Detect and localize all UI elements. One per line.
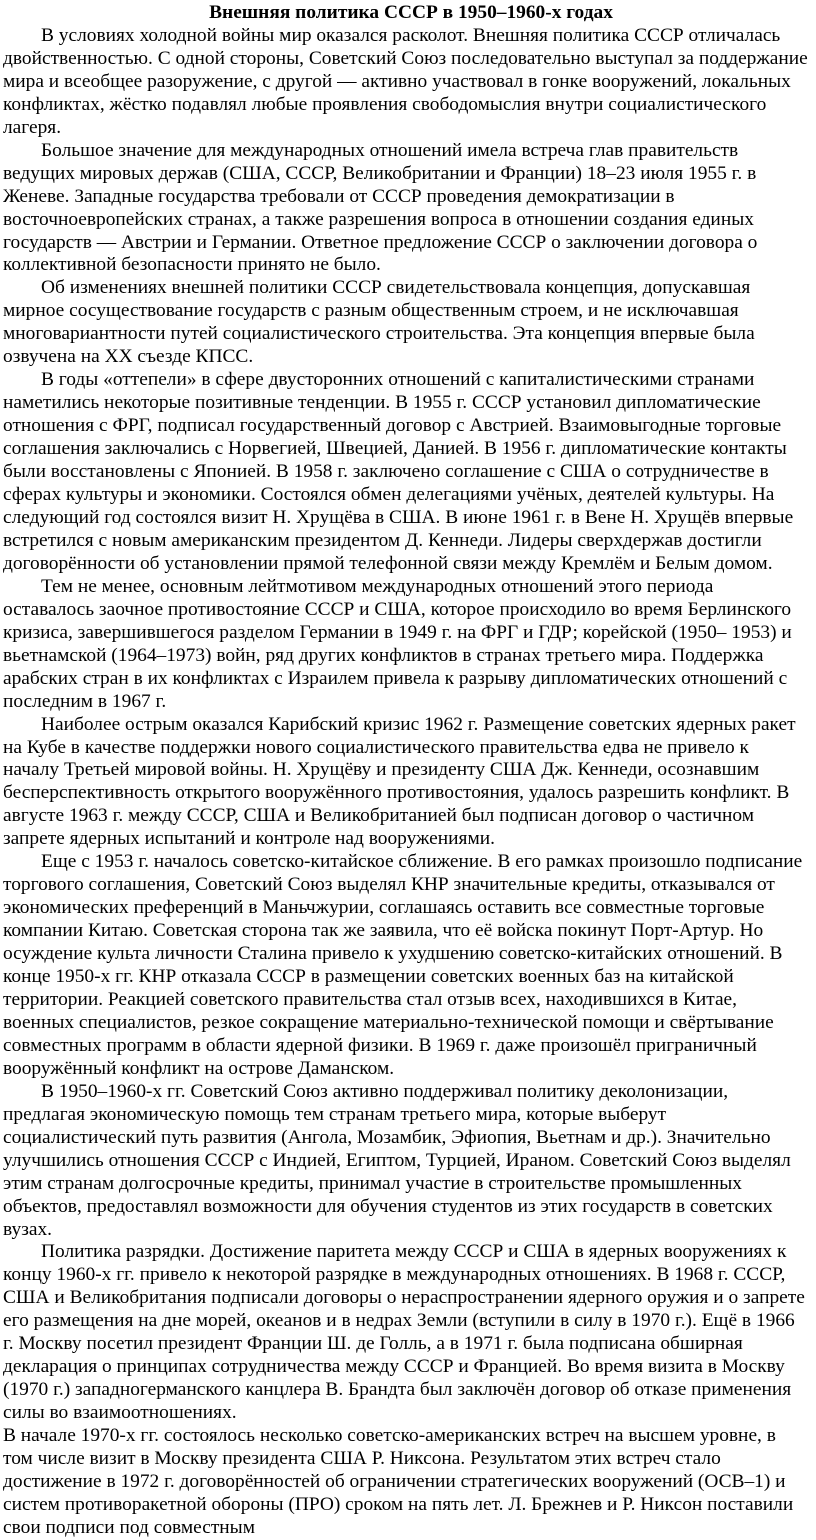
paragraph-summit-meetings: В начале 1970-х гг. состоялось несколько советско-американских встреч на высшем уровне, в том числе визит в Москву президента США Р. Никсона. Результатом этих встреч стало достижение в 1972 г. договорённостей об ограничении стратегических вооружений (ОСВ–1) и систем противоракетной обороны (ПРО) сроком на пять лет. Л. Брежнев и Р. Никсон поставили свои подписи под совместным bbox=[3, 1425, 794, 1538]
paragraph-caribbean-crisis: Наиболее острым оказался Карибский кризис 1962 г. Размещение советских ядерных ракет на Кубе в качестве поддержки нового социалистического правительства едва не привело к началу Третьей мировой войны. Н. Хрущёву и президенту США Дж. Кеннеди, осознавшим бесперспективность открытого вооружённого противостояния, удалось разрешить конфликт. В августе 1963 г. между СССР, США и Великобританией был подписан договор о частичном запрете ядерных испытаний и контроле над вооружениями. bbox=[3, 713, 796, 850]
paragraph-decolonization: В 1950–1960-х гг. Советский Союз активно поддерживал политику деколонизации, предлагая экономическую помощь тем странам третьего мира, которые выберут социалистический путь развития (Ангола, Мозамбик, Эфиопия, Вьетнам и др.). Значительно улучшились отношения СССР с Индией, Египтом, Турцией, Ираном. Советский Союз выделял этим странам долгосрочные кредиты, принимал участие в строительстве промышленных объектов, предоставлял возможности для обучения студентов из этих государств в советских вузах. bbox=[3, 1080, 791, 1240]
paragraph-detente-policy: Политика разрядки. Достижение паритета между СССР и США в ядерных вооружениях к концу 1960-х гг. привело к некоторой разрядке в международных отношениях. В 1968 г. СССР, США и Великобритания подписали договоры о нераспространении ядерного оружия и о запрете его размещения на дне морей, океанов и в недрах Земли (вступили в силу в 1970 г.). Ещё в 1966 г. Москву посетил президент Франции Ш. де Голль, а в 1971 г. была подписана обширная декларация о принципах сотрудничества между СССР и Францией. Во время визита в Москву (1970 г.) западногерманского канцлера В. Брандта был заключён договор об отказе применения силы во взаимоотношениях. bbox=[3, 1241, 805, 1424]
paragraph-thaw-relations: В годы «оттепели» в сфере двусторонних отношений с капиталистическими странами наметились некоторые позитивные тенденции. В 1955 г. СССР установил дипломатические отношения с ФРГ, подписал государственный договор с Австрией. Взаимовыгодные торговые соглашения заключались с Норвегией, Швецией, Данией. В 1956 г. дипломатические контакты были восстановлены с Японией. В 1958 г. заключено соглашение с США о сотрудничестве в сферах культуры и экономики. Состоялся обмен делегациями учёных, деятелей культуры. На следующий год состоялся визит Н. Хрущёва в США. В июне 1961 г. в Вене Н. Хрущёв впервые встретился с новым американским президентом Д. Кеннеди. Лидеры сверхдержав достигли договорённости об установлении прямой телефонной связи между Кремлём и Белым домом. bbox=[3, 369, 794, 574]
paragraph-geneva-meeting: Большое значение для международных отношений имела встреча глав правительств ведущих мировых держав (США, СССР, Великобритании и Франции) 18–23 июля 1955 г. в Женеве. Западные государства требовали от СССР проведения демократизации в восточноевропейских странах, а также разрешения вопроса в отношении создания единых государств — Австрии и Германии. Ответное предложение СССР о заключении договора о коллективной безопасности принято не было. bbox=[3, 139, 758, 276]
paragraph-peaceful-coexistence: Об изменениях внешней политики СССР свидетельствовала концепция, допускавшая мирное сосуществование государств с разным общественным строем, и не исключавшая многовариантности путей социалистического строительства. Эта концепция впервые была озвучена на XX съезде КПСС. bbox=[3, 277, 755, 368]
paragraph-ussr-usa-confrontation: Тем не менее, основным лейтмотивом международных отношений этого периода оставалось заочное противостояние СССР и США, которое происходило во время Берлинского кризиса, завершившегося разделом Германии в 1949 г. на ФРГ и ГДР; корейской (1950– 1953) и вьетнамской (1964–1973) войн, ряд других конфликтов в странах третьего мира. Поддержка арабских стран в их конфликтах с Израилем привела к разрыву дипломатических отношений с последним в 1967 г. bbox=[3, 575, 792, 712]
page-title: Внешняя политика СССР в 1950–1960-х годах bbox=[209, 2, 613, 23]
paragraph-cold-war-intro: В условиях холодной войны мир оказался расколот. Внешняя политика СССР отличалась двойственностью. С одной стороны, Советский Союз последовательно выступал за поддержание мира и всеобщее разоружение, с другой — активно участвовал в гонке вооружений, локальных конфликтах, жёстко подавлял любые проявления свободомыслия внутри социалистического лагеря. bbox=[3, 24, 808, 138]
paragraph-soviet-chinese-relations: Еще с 1953 г. началось советско-китайское сближение. В его рамках произошло подписание торгового соглашения, Советский Союз выделял КНР значительные кредиты, отказывался от экономических преференций в Маньчжурии, соглашаясь оставить все совместные торговые компании Китаю. Советская сторона так же заявила, что её войска покинут Порт-Артур. Но осуждение культа личности Сталина привело к ухудшению советско-китайских отношений. В конце 1950-х гг. КНР отказала СССР в размещении советских военных баз на китайской территории. Реакцией советского правительства стал отзыв всех, находившихся в Китае, военных специалистов, резкое сокращение материально-технической помощи и свёртывание совместных программ в области ядерной физики. В 1969 г. даже произошёл приграничный вооружённый конфликт на острове Даманском. bbox=[3, 851, 803, 1079]
